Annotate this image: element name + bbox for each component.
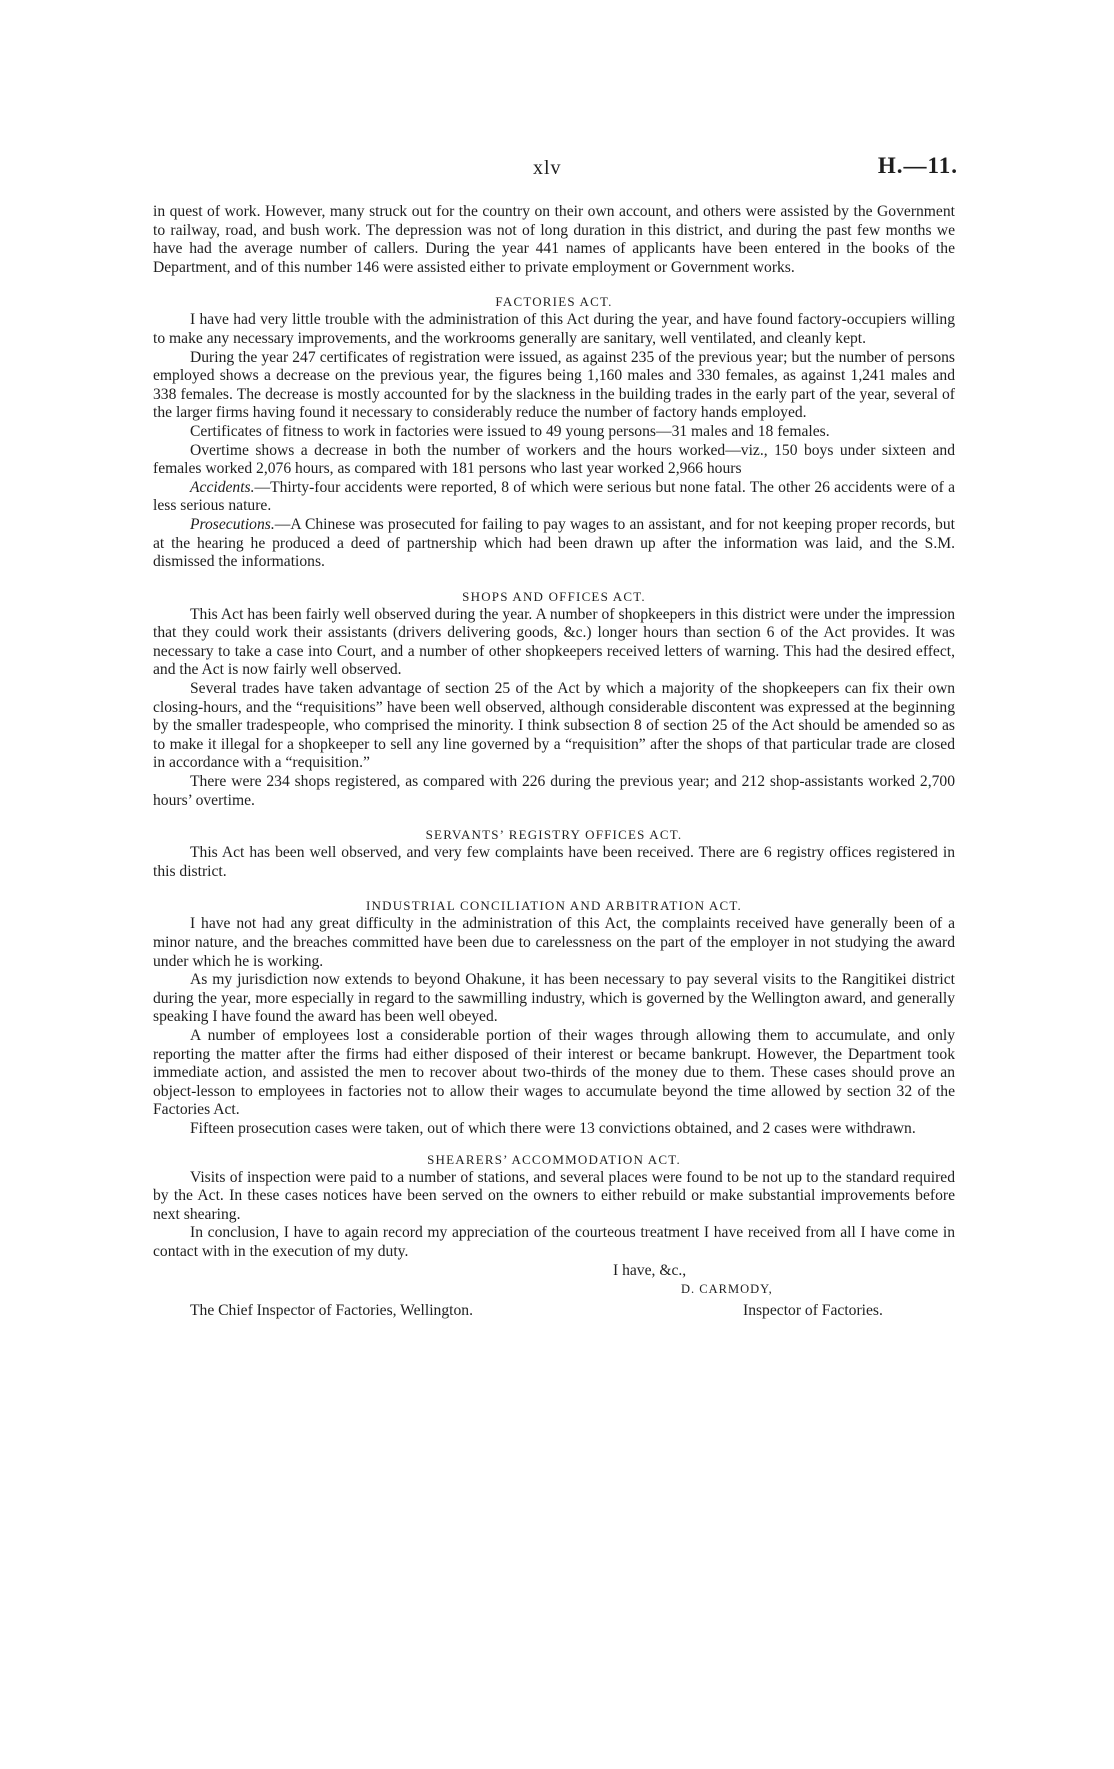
paragraph: As my jurisdiction now extends to beyond Ohakune, it has been necessary to pay several visits to the Rangitikei district during the year, more especially in regard to the sawmilling industry, which is governed by the Wellington award, and generally speaking I have found the award has been well obeyed.	[153, 971, 955, 1026]
addressee: The Chief Inspector of Factories, Wellington.	[190, 1301, 473, 1319]
paragraph: Certificates of fitness to work in factories were issued to 49 young persons—31 males and 18 females.	[190, 422, 830, 440]
paragraph: Fifteen prosecution cases were taken, out of which there were 13 convictions obtained, and 2 cases were withdrawn.	[190, 1119, 916, 1137]
document-code: H.—11.	[877, 153, 958, 178]
paragraph-prosecutions	[153, 516, 955, 572]
paragraph: Visits of inspection were paid to a number of stations, and several places were found to be not up to the standard required by the Act. In these cases notices have been served on the owners to either rebuild or make substantial improvements before next shearing.	[153, 1168, 955, 1223]
signoff-block	[153, 1262, 955, 1324]
paragraph: Several trades have taken advantage of section 25 of the Act by which a majority of the shopkeepers can fix their own closing-hours, and the “requisitions” have been well observed, although considerable discontent was expressed at the beginning by the smaller tradespeople, who comprised the minority. I think subsection 8 of section 25 of the Act should be amended so as to make it illegal for a shopkeeper to sell any line governed by a “requisition” after the shops of that particular trade are closed in accordance with a “requisition.”	[153, 680, 955, 772]
paragraph-accidents	[153, 479, 955, 516]
paragraph: Overtime shows a decrease in both the number of workers and the hours worked—viz., 150 boys under sixteen and females worked 2,076 hours, as compared with 181 persons who last year worked 2,966 hours	[153, 441, 955, 478]
signer-title: Inspector of Factories.	[743, 1301, 883, 1319]
closing-line: I have, &c.,	[613, 1261, 687, 1279]
paragraph: I have had very little trouble with the administration of this Act during the year, and have found factory-occupiers willing to make any necessary improvements, and the workrooms generally are sanitary, well ventilated, and cleanly kept.	[153, 311, 955, 347]
page-number: xlv	[533, 157, 562, 179]
accidents-label: Accidents.	[190, 478, 255, 496]
paragraph: This Act has been fairly well observed during the year. A number of shopkeepers in this district were under the impression that they could work their assistants (drivers delivering goods, &c.) longer hours than section 6 of the Act provides. It was necessary to take a case into Court, and a number of other shopkeepers received letters of warning. This had the desired effect, and the Act is now fairly well observed.	[153, 605, 955, 679]
section-heading-shops: SHOPS AND OFFICES ACT.	[462, 588, 646, 604]
accidents-text: —Thirty-four accidents were reported, 8 of which were serious but none fatal. The other 26 accidents were of a less serious nature.	[153, 478, 955, 515]
section-heading-factories: FACTORIES ACT.	[495, 294, 613, 310]
prosecutions-text: —A Chinese was prosecuted for failing to pay wages to an assistant, and for not keeping proper records, but at the hearing he produced a deed of partnership which had been drawn up after the information was laid, and the S.M. dismissed the informations.	[153, 515, 955, 571]
section-heading-arbitration: INDUSTRIAL CONCILIATION AND ARBITRATION ACT.	[366, 898, 742, 914]
paragraph: A number of employees lost a considerable portion of their wages through allowing them to accumulate, and only reporting the matter after the firms had either disposed of their interest or became bankrupt. However, the Department took immediate action, and assisted the men to recover about two-thirds of the money due to them. These cases should prove an object-lesson to employees in factories not to allow their wages to accumulate beyond the time allowed by section 32 of the Factories Act.	[153, 1026, 955, 1119]
prosecutions-label: Prosecutions.	[190, 515, 275, 533]
paragraph: This Act has been well observed, and very few complaints have been received. There are 6 registry offices registered in this district.	[153, 844, 955, 880]
section-heading-servants: SERVANTS’ REGISTRY OFFICES ACT.	[425, 827, 683, 843]
paragraph: During the year 247 certificates of registration were issued, as against 235 of the previous year; but the number of persons employed shows a decrease on the previous year, the figures being 1,160 males and 330 females, as against 1,241 males and 338 females. The decrease is mostly accounted for by the slackness in the building trades in the early part of the year, several of the larger firms having found it necessary to considerably reduce the number of factory hands employed.	[153, 348, 955, 422]
document-body	[153, 203, 955, 1324]
paragraph: I have not had any great difficulty in the administration of this Act, the complaints received have generally been of a minor nature, and the breaches committed have been due to carelessness on the part of the employer in not studying the award under which he is working.	[153, 915, 955, 970]
intro-paragraph: in quest of work. However, many struck out for the country on their own account, and others were assisted by the Government to railway, road, and bush work. The depression was not of long duration in this district, and during the past few months we have had the average number of callers. During the year 441 names of applicants have been entered in the books of the Department, and of this number 146 were assisted either to private employment or Government works.	[153, 203, 955, 276]
signer-name: D. CARMODY,	[681, 1281, 773, 1296]
paragraph: There were 234 shops registered, as compared with 226 during the previous year; and 212 shop-assistants worked 2,700 hours’ overtime.	[153, 773, 955, 809]
section-heading-shearers: SHEARERS’ ACCOMMODATION ACT.	[427, 1151, 681, 1167]
paragraph: In conclusion, I have to again record my appreciation of the courteous treatment I have received from all I have come in contact with in the execution of my duty.	[153, 1224, 955, 1260]
